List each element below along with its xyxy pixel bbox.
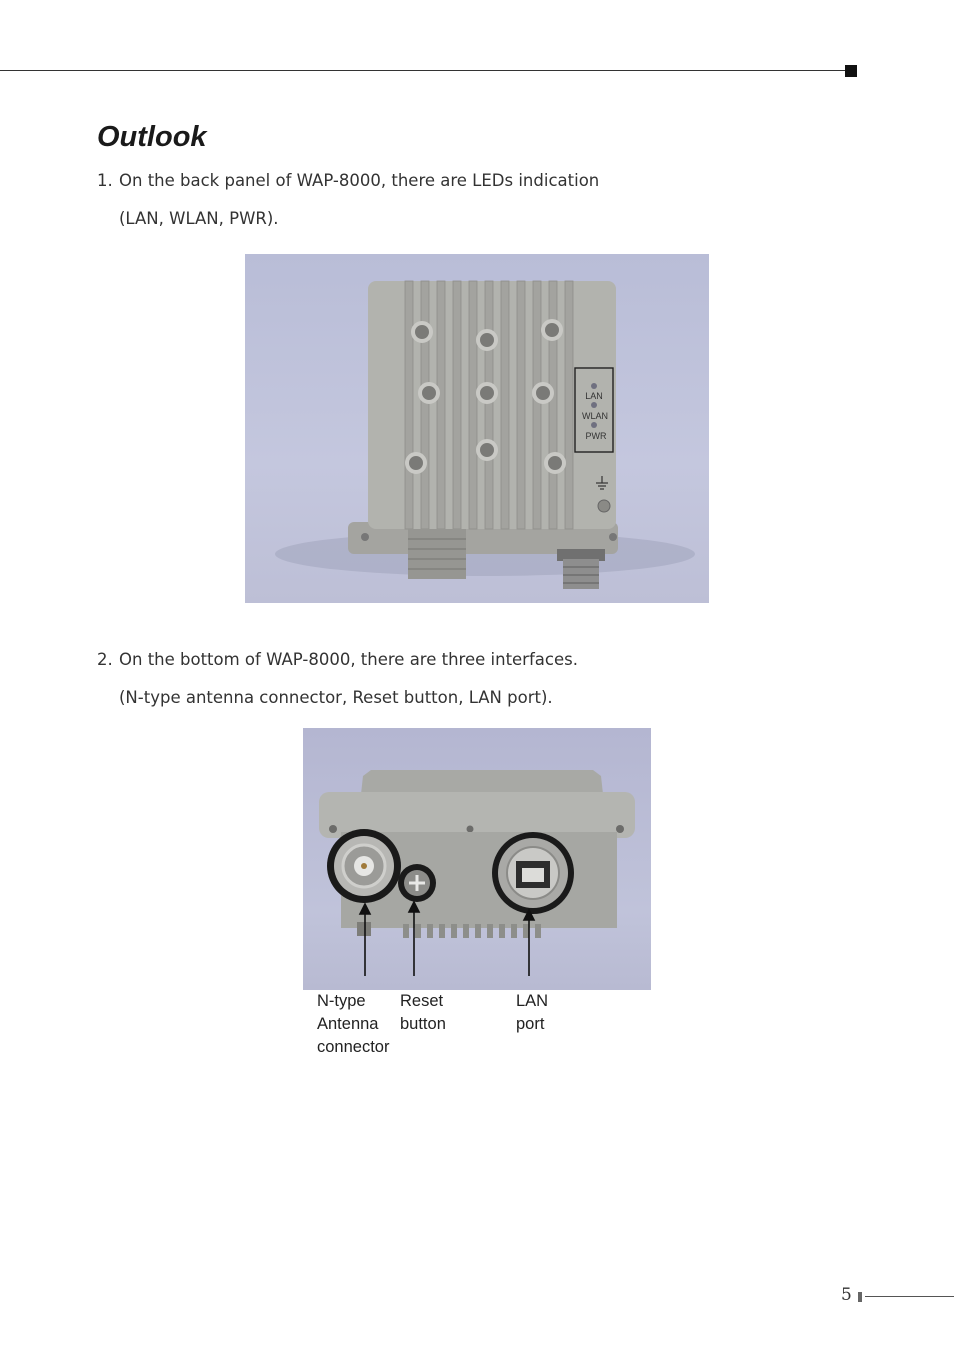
- back-panel-illustration: [245, 254, 709, 603]
- list-item-bottom-interfaces: [97, 641, 578, 717]
- callout-line: connector: [317, 1038, 390, 1056]
- header-square-mark: [845, 65, 857, 77]
- list-number: 1.: [97, 171, 113, 190]
- callout-line: N-type: [317, 992, 366, 1010]
- footer-rule: [865, 1296, 954, 1297]
- callout-line: button: [400, 1015, 446, 1033]
- led-label-pwr: PWR: [585, 431, 607, 441]
- bottom-interfaces-illustration: [303, 728, 651, 990]
- led-label-wlan: WLAN: [581, 411, 609, 421]
- callout-line: LAN: [516, 992, 549, 1010]
- callout-line: Antenna: [317, 1015, 379, 1033]
- list-text-line1: On the bottom of WAP-8000, there are three interfaces.: [119, 650, 578, 669]
- section-title: Outlook: [97, 121, 207, 153]
- list-text-line1: On the back panel of WAP-8000, there are LEDs indication: [119, 171, 600, 190]
- page-number: 5: [841, 1285, 852, 1305]
- list-text-line2: (N-type antenna connector, Reset button, LAN port).: [119, 688, 553, 707]
- led-label-lan: LAN: [585, 391, 603, 401]
- callout-reset-button: [400, 990, 446, 1036]
- callout-line: Reset: [400, 992, 444, 1010]
- header-rule: [0, 70, 846, 71]
- bottom-interfaces-photo: [303, 728, 651, 990]
- callout-lan-port: [516, 990, 548, 1036]
- callout-line: port: [516, 1015, 545, 1033]
- footer-mark: [858, 1292, 862, 1302]
- list-number: 2.: [97, 650, 113, 669]
- back-panel-photo: [245, 254, 709, 603]
- list-item-back-panel: [97, 162, 599, 238]
- list-text-line2: (LAN, WLAN, PWR).: [119, 209, 279, 228]
- callout-antenna-connector: [317, 990, 389, 1059]
